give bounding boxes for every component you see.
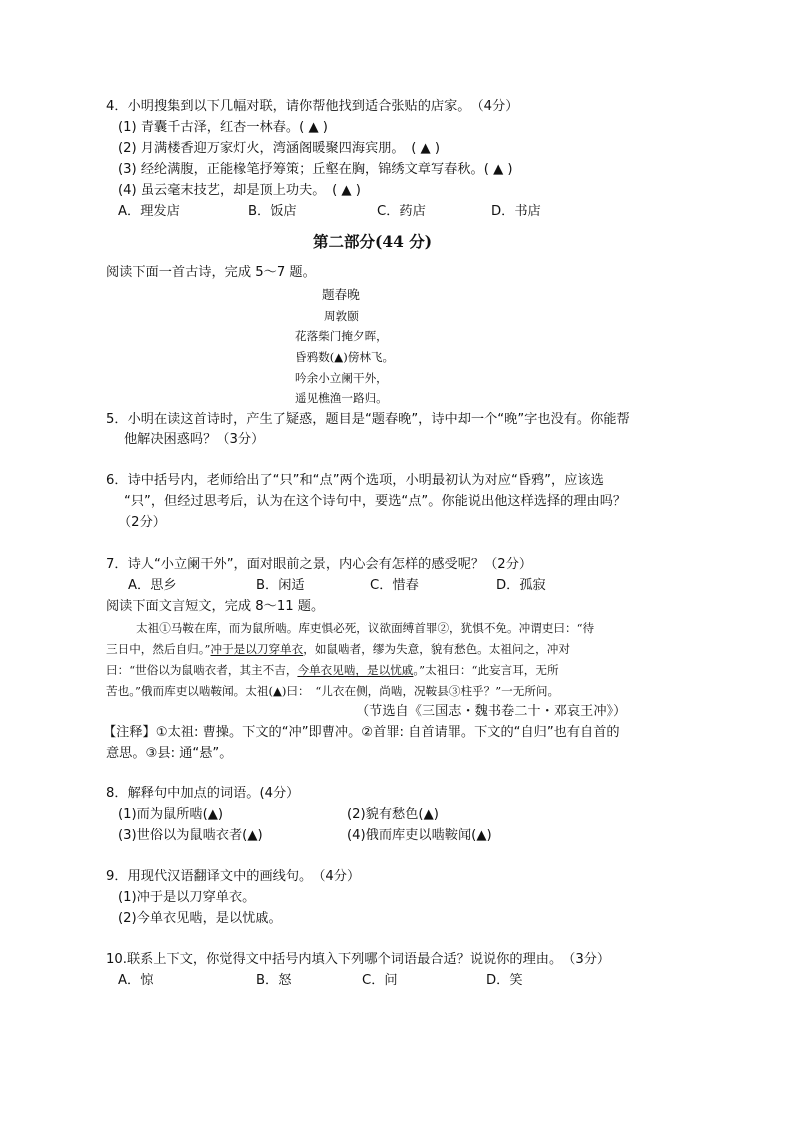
q8-stem: 8．解释句中加点的词语。(4分） [106, 786, 300, 801]
q4-item-2: (2) 月满楼香迎万家灯火，湾涵阁暖聚四海宾朋。 ( ▲ ) [118, 141, 441, 156]
poem-title: 题春晚 [322, 287, 360, 302]
q4-item-3: (3) 经纶满腹，正能椽笔抒筹策；丘壑在胸，锦绣文章写春秋。( ▲ ) [118, 162, 513, 177]
q8-item-2: (2)貌有愁色(▲) [347, 807, 439, 822]
q5-line-1: 5．小明在读这首诗时，产生了疑惑，题目是“题春晚”，诗中却一个“晚”字也没有。你能帮 [106, 412, 630, 427]
q10-option-b: B．怒 [256, 973, 292, 988]
q4-option-a: A．理发店 [118, 204, 180, 219]
q6-line-3: （2分） [118, 515, 166, 530]
poem-intro: 阅读下面一首古诗，完成 5～7 题。 [106, 265, 316, 280]
underlined-sentence-2: 今单衣见啮，是以忧戚 [297, 663, 414, 677]
q7-stem: 7．诗人“小立阑干外”，面对眼前之景，内心会有怎样的感受呢？（2分） [106, 557, 533, 572]
prose-line-1: 太祖①马鞍在库，而为鼠所啮。库吏惧必死，议欲面缚首罪②，犹惧不免。冲谓吏曰：“待 [136, 621, 595, 635]
q6-line-2: “只”，但经过思考后，认为在这个诗句中，要选“点”。你能说出他这样选择的理由吗？ [124, 494, 627, 509]
q10-option-a: A．惊 [118, 973, 154, 988]
q7-option-d: D．孤寂 [496, 578, 546, 593]
underlined-sentence-1: 冲于是以刀穿单衣 [210, 642, 304, 656]
q10-stem: 10.联系上下文，你觉得文中括号内填入下列哪个词语最合适？说说你的理由。 （3分） [106, 952, 611, 967]
q5-line-2: 他解决困惑吗？（3分） [124, 432, 265, 447]
prose-source: （节选自《三国志・魏书卷二十・邓哀王冲》） [356, 704, 627, 719]
q4-option-c: C．药店 [377, 204, 426, 219]
prose-line-3: 曰：“世俗以为鼠啮衣者，其主不吉，今单衣见啮，是以忧戚。”太祖曰：“此妄言耳，无所 [106, 663, 559, 677]
poem-line-2: 昏鸦数(▲)傍林飞。 [295, 350, 395, 364]
prose-line-4: 苦也。”俄而库吏以啮鞍闻。太祖(▲)曰： “儿衣在侧，尚啮，况鞍县③柱乎？”一无所问。 [106, 684, 560, 698]
poem-line-1: 花落柴门掩夕晖， [295, 329, 388, 343]
poem-author: 周敦颐 [324, 309, 359, 323]
note-line-2: 意思。③县: 通“悬”。 [106, 746, 233, 761]
q4-item-4: (4) 虽云毫末技艺，却是顶上功夫。 ( ▲ ) [118, 183, 361, 198]
q10-option-c: C．问 [362, 973, 398, 988]
q9-item-1: (1)冲于是以刀穿单衣。 [118, 890, 256, 905]
prose-line-2: 三日中，然后自归。”冲于是以刀穿单衣，如鼠啮者，缪为失意，貌有愁色。太祖问之，冲对 [106, 642, 570, 656]
poem-line-3: 吟余小立阑干外， [295, 371, 388, 385]
q4-item-1: (1) 青囊千古泽，红杏一林春。( ▲ ) [118, 120, 328, 135]
poem-line-4: 遥见樵渔一路归。 [295, 391, 388, 405]
q4-option-d: D．书店 [491, 204, 541, 219]
q9-item-2: (2)今单衣见啮，是以忧戚。 [118, 911, 282, 926]
note-line-1: 【注释】①太祖: 曹操。下文的“冲”即曹冲。②首罪: 自首请罪。下文的“自归”也有自首的 [103, 725, 620, 740]
q4-stem: 4．小明搜集到以下几幅对联，请你帮他找到适合张贴的店家。 （4分） [106, 99, 519, 114]
q4-option-b: B．饭店 [248, 204, 297, 219]
q7-option-a: A．思乡 [128, 578, 177, 593]
q8-item-4: (4)俄而库吏以啮鞍闻(▲) [347, 828, 492, 843]
q9-stem: 9．用现代汉语翻译文中的画线句。 （4分） [106, 869, 361, 884]
part2-title: 第二部分(44 分) [313, 232, 433, 251]
q6-line-1: 6．诗中括号内，老师给出了“只”和“点”两个选项，小明最初认为对应“昏鸦”，应该选 [106, 473, 604, 488]
q8-item-3: (3)世俗以为鼠啮衣者(▲) [118, 828, 263, 843]
q7-option-b: B．闲适 [256, 578, 305, 593]
prose-intro: 阅读下面文言短文，完成 8～11 题。 [106, 599, 325, 614]
q10-option-d: D．笑 [486, 973, 523, 988]
q7-option-c: C．惜春 [370, 578, 419, 593]
q8-item-1: (1)而为鼠所啮(▲) [118, 807, 224, 822]
